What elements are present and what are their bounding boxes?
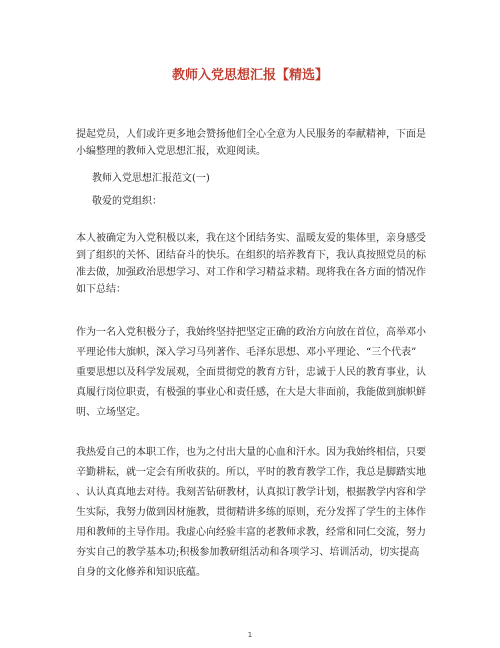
paragraph-line: 如下总结： — [76, 284, 126, 295]
paragraph-line: 到了组织的关怀、团结奋斗的快乐。在组织的培养教育下，我认真按照党员的标 — [76, 250, 426, 261]
paragraph-line: 我热爱自己的本职工作，也为之付出大量的心血和汗水。因为我始终相信，只要 — [76, 447, 426, 458]
intro-line: 提起党员，人们或许更多地会赞扬他们全心全意为人民服务的奉献精神，下面是 — [76, 129, 426, 140]
paragraph-line: 、认认真真地去对待。我刻苦钻研教材，认真拟订教学计划，根据教学内容和学 — [76, 487, 426, 498]
paragraph-1 — [76, 230, 430, 298]
page-number: 1 — [247, 631, 253, 639]
paragraph-line: 重要思想以及科学发展观，全面贯彻党的教育方针，忠诚于人民的教育事业，认 — [76, 367, 426, 378]
paragraph-line: 辛勤耕耘，就一定会有所收获的。所以，平时的教育教学工作，我总是脚踏实地 — [76, 467, 426, 478]
paragraph-line: 准去做，加强政治思想学习、对工作和学习精益求精。现将我在各方面的情况作 — [76, 267, 426, 278]
paragraph-2 — [76, 323, 430, 423]
intro-line: 小编整理的教师入党思想汇报，欢迎阅读。 — [76, 146, 266, 157]
paragraph-line: 本人被确定为入党积极以来，我在这个团结务实、温暖友爱的集体里，亲身感受 — [76, 233, 426, 244]
paragraph-line: 夯实自己的教学基本功;积极参加教研组活动和各项学习、培训活动，切实提高 — [76, 547, 420, 558]
paragraph-line: 平理论伟大旗帜，深入学习马列著作、毛泽东思想、邓小平理论、“三个代表” — [76, 347, 417, 358]
paragraph-line: 作为一名入党积极分子，我始终坚持把坚定正确的政治方向放在首位，高举邓小 — [76, 327, 426, 338]
document-title: 教师入党思想汇报【精选】 — [171, 68, 328, 83]
paragraph-line: 明、立场坚定。 — [76, 407, 146, 418]
salutation: 敬爱的党组织： — [92, 196, 162, 207]
sample-heading: 教师入党思想汇报范文(一) — [92, 173, 210, 184]
intro-paragraph — [76, 126, 430, 160]
paragraph-line: 用和教师的主导作用。我虚心向经验丰富的老教师求教，经常和同仁交流，努力 — [76, 527, 426, 538]
paragraph-3 — [76, 443, 430, 583]
paragraph-line: 自身的文化修养和知识底蕴。 — [76, 567, 206, 578]
paragraph-line: 真履行岗位职责，有极强的事业心和责任感，在大是大非面前，我能做到旗帜鲜 — [76, 387, 426, 398]
paragraph-line: 生实际，我努力做到因材施教，贯彻精讲多练的原则，充分发挥了学生的主体作 — [76, 507, 426, 518]
